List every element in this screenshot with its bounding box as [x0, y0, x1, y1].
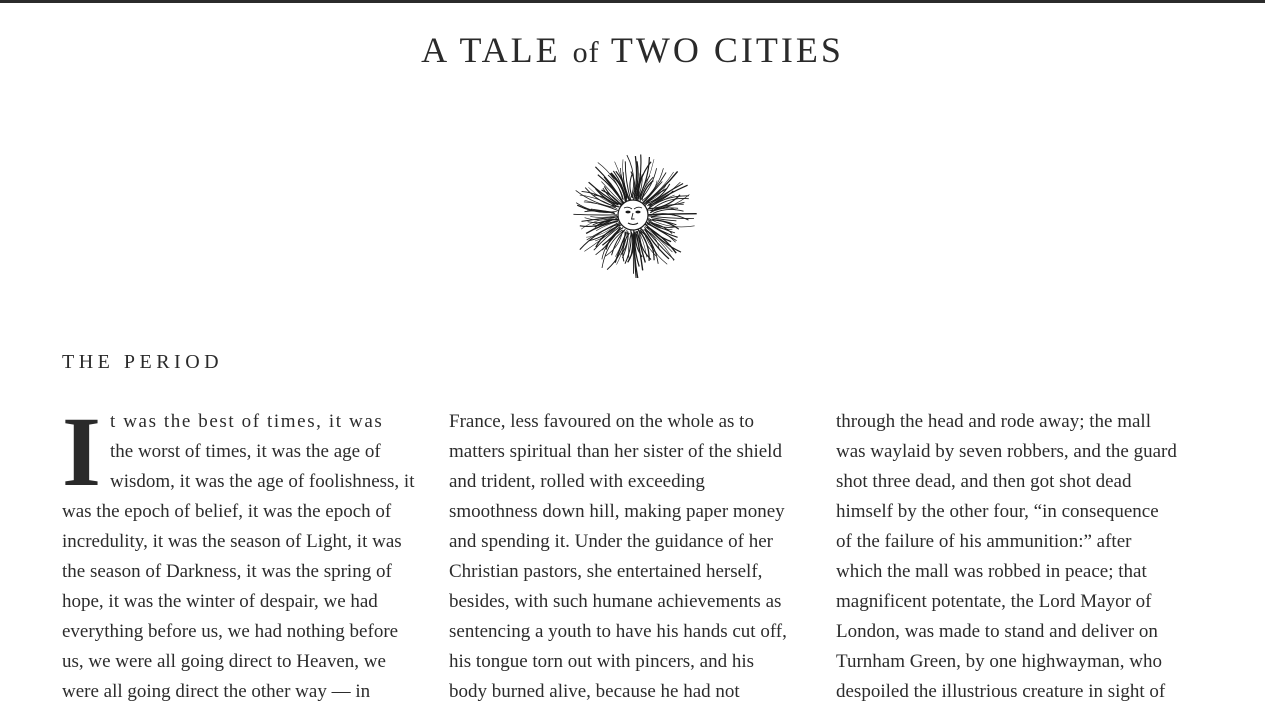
text-line: incredulity, it was the season of Light, it was: [62, 531, 402, 552]
text-line: and spending it. Under the guidance of her: [449, 531, 773, 552]
text-line: the worst of times, it was the age of: [110, 441, 381, 462]
text-line: shot three dead, and then got shot dead: [836, 471, 1132, 492]
text-line: smoothness down hill, making paper money: [449, 501, 785, 522]
text-line: t was the best of times, it was: [110, 411, 384, 432]
title-word-of: of: [572, 36, 600, 69]
text-line: magnificent potentate, the Lord Mayor of: [836, 591, 1152, 612]
text-line: wisdom, it was the age of foolishness, it: [110, 471, 415, 492]
title-word-tale: TALE: [459, 30, 561, 70]
text-line: hope, it was the winter of despair, we had: [62, 591, 378, 612]
text-line: London, was made to stand and deliver on: [836, 621, 1158, 642]
text-line: through the head and rode away; the mall: [836, 411, 1151, 432]
text-line: his tongue torn out with pincers, and his: [449, 651, 755, 672]
text-line: everything before us, we had nothing before: [62, 621, 399, 642]
sun-face-engraving-icon: [566, 152, 700, 278]
text-line: despoiled the illustrious creature in sight of: [836, 681, 1166, 702]
text-line: of the failure of his ammunition:” after: [836, 531, 1132, 552]
text-line: sentencing a youth to have his hands cut off,: [449, 621, 787, 642]
title-word-two: TWO: [610, 30, 702, 70]
text-column-3: [836, 407, 1208, 707]
text-line: himself by the other four, “in consequence: [836, 501, 1159, 522]
text-line: the season of Darkness, it was the spring of: [62, 561, 392, 582]
top-rule: [0, 0, 1265, 3]
chapter-heading: THE PERIOD: [62, 351, 224, 373]
text-line: besides, with such humane achievements as: [449, 591, 782, 612]
text-line: France, less favoured on the whole as to: [449, 411, 754, 432]
drop-cap: I: [62, 396, 101, 507]
text-column-1: [62, 407, 434, 707]
text-line: Christian pastors, she entertained herself,: [449, 561, 763, 582]
text-line: was waylaid by seven robbers, and the guard: [836, 441, 1177, 462]
text-line: and trident, rolled with exceeding: [449, 471, 705, 492]
text-line: were all going direct the other way — in: [62, 681, 371, 702]
text-line: matters spiritual than her sister of the shield: [449, 441, 782, 462]
book-title: [0, 28, 1265, 75]
text-column-2: [449, 407, 821, 707]
text-line: was the epoch of belief, it was the epoch of: [62, 501, 392, 522]
text-line: which the mall was robbed in peace; that: [836, 561, 1147, 582]
text-line: Turnham Green, by one highwayman, who: [836, 651, 1162, 672]
title-word-cities: CITIES: [713, 30, 844, 70]
title-word-a: A: [421, 30, 449, 70]
text-line: body burned alive, because he had not: [449, 681, 740, 702]
text-line: us, we were all going direct to Heaven, we: [62, 651, 386, 672]
